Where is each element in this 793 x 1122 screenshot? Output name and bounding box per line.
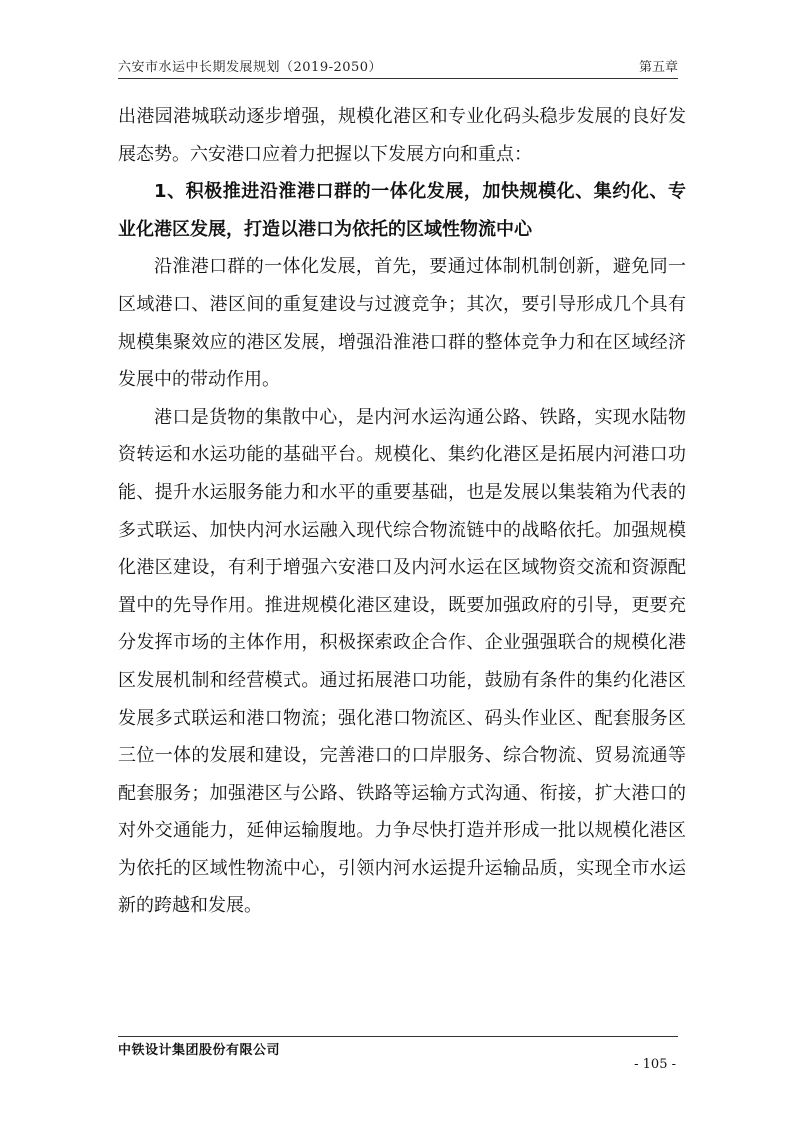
page-footer <box>118 1036 678 1079</box>
paragraph: 沿淮港口群的一体化发展，首先，要通过体制机制创新，避免同一区域港口、港区间的重复建设与过渡竞争；其次，要引导形成几个具有规模集聚效应的港区发展，增强沿淮港口群的整体竞争力和在区域经济发展中的带动作用。 <box>118 256 686 391</box>
chapter-label: 第五章 <box>638 60 678 75</box>
paragraph-continued: 出港园港城联动逐步增强，规模化港区和专业化码头稳步发展的良好发展态势。六安港口应着力把握以下发展方向和重点： <box>118 106 686 165</box>
company-name: 中铁设计集团股份有限公司 <box>118 1043 281 1058</box>
section-heading: 1、积极推进沿淮港口群的一体化发展，加快规模化、集约化、专业化港区发展，打造以港口为依托的区域性物流中心 <box>118 181 686 240</box>
paragraph: 港口是货物的集散中心，是内河水运沟通公路、铁路，实现水陆物资转运和水运功能的基础平台。规模化、集约化港区是拓展内河港口功能、提升水运服务能力和水平的重要基础，也是发展以集装箱为代表的多式联运、加快内河水运融入现代综合物流链中的战略依托。加强规模化港区建设，有利于增强六安港口及内河水运在区域物资交流和资源配置中的先导作用。推进规模化港区建设，既要加强政府的引导，更要充分发挥市场的主体作用，积极探索政企合作、企业强强联合的规模化港区发展机制和经营模式。通过拓展港口功能，鼓励有条件的集约化港区发展多式联运和港口物流；强化港口物流区、码头作业区、配套服务区三位一体的发展和建设，完善港口的口岸服务、综合物流、贸易流通等配套服务；加强港区与公路、铁路等运输方式沟通、衔接，扩大港口的对外交通能力，延伸运输腹地。力争尽快打造并形成一批以规模化港区为依托的区域性物流中心，引领内河水运提升运输品质，实现全市水运新的跨越和发展。 <box>118 406 686 917</box>
body-text <box>118 98 686 925</box>
document-title: 六安市水运中长期发展规划（2019-2050） <box>118 60 383 75</box>
page-number: - 105 - <box>634 1057 676 1072</box>
page-header <box>118 52 678 79</box>
